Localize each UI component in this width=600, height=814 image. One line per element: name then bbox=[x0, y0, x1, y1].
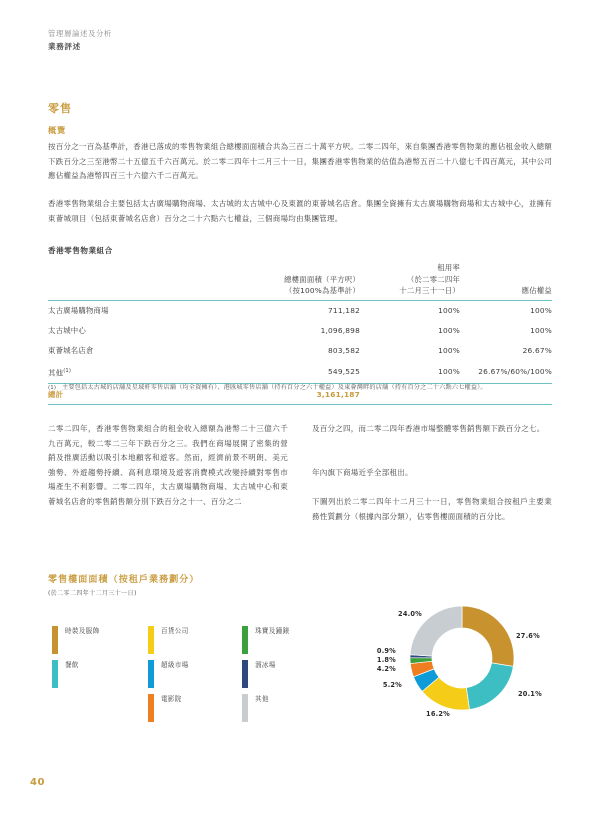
section-heading-retail: 零售 bbox=[48, 102, 72, 115]
running-head bbox=[48, 28, 528, 53]
legend-item bbox=[148, 626, 189, 660]
retail-floor-area-donut-chart bbox=[366, 592, 566, 732]
legend-label: 其他 bbox=[255, 694, 269, 703]
table-cell-name: 太古城中心 bbox=[48, 326, 86, 336]
donut-svg bbox=[366, 592, 566, 732]
table-cell-interest: 26.67%/60%/100% bbox=[478, 367, 552, 377]
table-cell-area: 711,182 bbox=[328, 306, 360, 316]
table-footnote bbox=[48, 383, 552, 394]
legend-item bbox=[242, 626, 289, 660]
table-cell-name bbox=[48, 361, 234, 384]
legend-item bbox=[52, 660, 99, 694]
legend-swatch-icon bbox=[148, 626, 154, 654]
table-cell-occupancy: 100% bbox=[438, 326, 460, 336]
donut-value-label: 5.2% bbox=[382, 681, 402, 689]
legend-item bbox=[148, 660, 189, 694]
table-header-area-line1: 總樓面面積（平方呎） bbox=[284, 274, 360, 284]
table-header-occupancy bbox=[360, 262, 460, 300]
table-cell-interest: 26.67% bbox=[522, 346, 552, 356]
legend-item bbox=[52, 626, 99, 660]
legend-swatch-icon bbox=[148, 694, 154, 722]
table-footnote-mark: (1) bbox=[48, 385, 57, 391]
donut-segment bbox=[466, 663, 513, 710]
legend-swatch-icon bbox=[242, 626, 248, 654]
table-row bbox=[48, 341, 552, 361]
table-header-occupancy-line3: 十二月三十一日） bbox=[399, 286, 460, 295]
legend-label: 珠寶及鐘錶 bbox=[255, 626, 290, 635]
subheading-overview: 概覽 bbox=[48, 125, 66, 135]
page-number: 40 bbox=[30, 777, 45, 788]
donut-value-label: 20.1% bbox=[518, 690, 542, 698]
legend-item bbox=[242, 694, 289, 728]
donut-value-label: 0.9% bbox=[376, 647, 396, 655]
table-cell-area: 803,582 bbox=[328, 346, 360, 356]
legend-swatch-icon bbox=[242, 660, 248, 688]
table-cell-name-text: 其他 bbox=[48, 368, 64, 378]
paragraph-retail-overview-1: 按百分之一百為基準計，香港已落成的零售物業組合總樓面面積合共為三百二十萬平方呎。二零二四年，來自集團香港零售物業的應佔租金收入總額下跌百分之三至港幣二十五億五千六百萬元。於二零二四年十二月三十一日，集團香港零售物業的估值為港幣五百二十八億七千四百萬元，其中公司應佔權益為港幣四百三十六億六千二百萬元。 bbox=[48, 142, 552, 181]
table-total-label: 總計 bbox=[48, 384, 234, 405]
legend-label: 溜冰場 bbox=[255, 660, 276, 669]
column-right-paragraph-2: 年內旗下商場近乎全部租出。 bbox=[312, 468, 413, 477]
donut-value-label: 16.2% bbox=[426, 710, 450, 718]
running-head-primary: 管理層論述及分析 bbox=[48, 29, 112, 38]
chart-title: 零售樓面面積（按租戶業務劃分） bbox=[48, 575, 200, 585]
legend-label: 超級市場 bbox=[161, 660, 189, 669]
table-cell-area: 1,096,898 bbox=[320, 326, 360, 336]
donut-value-label: 24.0% bbox=[398, 610, 422, 618]
donut-segment bbox=[462, 606, 514, 666]
table-total-area: 3,161,187 bbox=[234, 384, 360, 405]
legend-swatch-icon bbox=[52, 626, 58, 654]
table-row bbox=[48, 361, 552, 384]
legend-swatch-icon bbox=[242, 694, 248, 722]
donut-value-label: 4.2% bbox=[376, 665, 396, 673]
paragraph-retail-overview-2: 香港零售物業組合主要包括太古廣場購物商場、太古城的太古城中心及東滙的東薈城名店倉。集團全資擁有太古廣場購物商場和太古城中心，並擁有東薈城項目（包括東薈城名店倉）百分之二十六點六七權益，三個商場均由集團管理。 bbox=[48, 199, 552, 223]
legend-label: 電影院 bbox=[161, 694, 182, 703]
donut-value-label: 27.6% bbox=[516, 632, 540, 640]
table-cell-interest: 100% bbox=[530, 306, 552, 316]
legend-column-3 bbox=[242, 626, 289, 728]
legend-item bbox=[148, 694, 189, 728]
legend-label: 時裝及服飾 bbox=[65, 626, 100, 635]
table-cell-footnote-ref: (1) bbox=[63, 367, 72, 374]
column-right-paragraph-1: 及百分之四，而二零二四年香港市場整體零售銷售額下跌百分之七。 bbox=[312, 424, 545, 433]
table-footnote-text: 主要包括太古城的店舖及星域軒零售店舖（均全資擁有）、港匯城零售店舖（持有百分之六十權益）及東薈灣畔的店舖（持有百分之二十六點六七權益）。 bbox=[62, 384, 487, 391]
table-cell-interest: 100% bbox=[530, 326, 552, 336]
legend-item bbox=[242, 660, 289, 694]
legend-label: 百貨公司 bbox=[161, 626, 189, 635]
running-head-secondary: 業務評述 bbox=[48, 42, 81, 51]
table-cell-occupancy: 100% bbox=[438, 306, 460, 316]
table-row bbox=[48, 321, 552, 341]
table-cell-name: 太古廣場購物商場 bbox=[48, 306, 109, 316]
table-header-area-line2: （按100%為基準計） bbox=[284, 286, 360, 295]
table-header-name bbox=[48, 262, 234, 300]
table-row bbox=[48, 300, 552, 321]
table-title: 香港零售物業組合 bbox=[48, 246, 113, 255]
table-header-interest: 應佔權益 bbox=[460, 262, 552, 300]
table-cell-occupancy: 100% bbox=[438, 367, 460, 377]
table-cell-name: 東薈城名店倉 bbox=[48, 346, 94, 356]
table-cell-occupancy: 100% bbox=[438, 346, 460, 356]
legend-column-2 bbox=[148, 626, 189, 728]
legend-swatch-icon bbox=[148, 660, 154, 688]
table-cell-area: 549,525 bbox=[328, 367, 360, 377]
donut-value-label: 1.8% bbox=[376, 656, 396, 664]
legend-column-1 bbox=[52, 626, 99, 694]
column-left-paragraph-1: 二零二四年，香港零售物業組合的租金收入總額為港幣二十三億六千九百萬元，較二零二三年下跌百分之三。我們在商場展開了密集的營銷及推廣活動以吸引本地顧客和遊客。然而，經濟前景不明朗、美元強勢、外遊趨勢持續、高利息環境及遊客消費模式改變持續對零售市場產生不利影響。二零二四年，太古廣場購物商場、太古城中心和東薈城名店倉的零售銷售額分別下跌百分之十一、百分之二 bbox=[48, 424, 288, 506]
legend-label: 餐飲 bbox=[65, 660, 79, 669]
table-header-occupancy-line1: 租用率 bbox=[437, 263, 460, 272]
table-header-area bbox=[234, 262, 360, 300]
legend-swatch-icon bbox=[52, 660, 58, 688]
table-header-occupancy-line2: （於二零二四年 bbox=[406, 274, 460, 284]
chart-subtitle: (於二零二四年十二月三十一日) bbox=[48, 590, 137, 597]
column-right-paragraph-3: 下圖列出於二零二四年十二月三十一日，零售物業組合按租戶主要業務性質劃分（根據內部分類），佔零售樓面面積的百分比。 bbox=[312, 497, 552, 521]
